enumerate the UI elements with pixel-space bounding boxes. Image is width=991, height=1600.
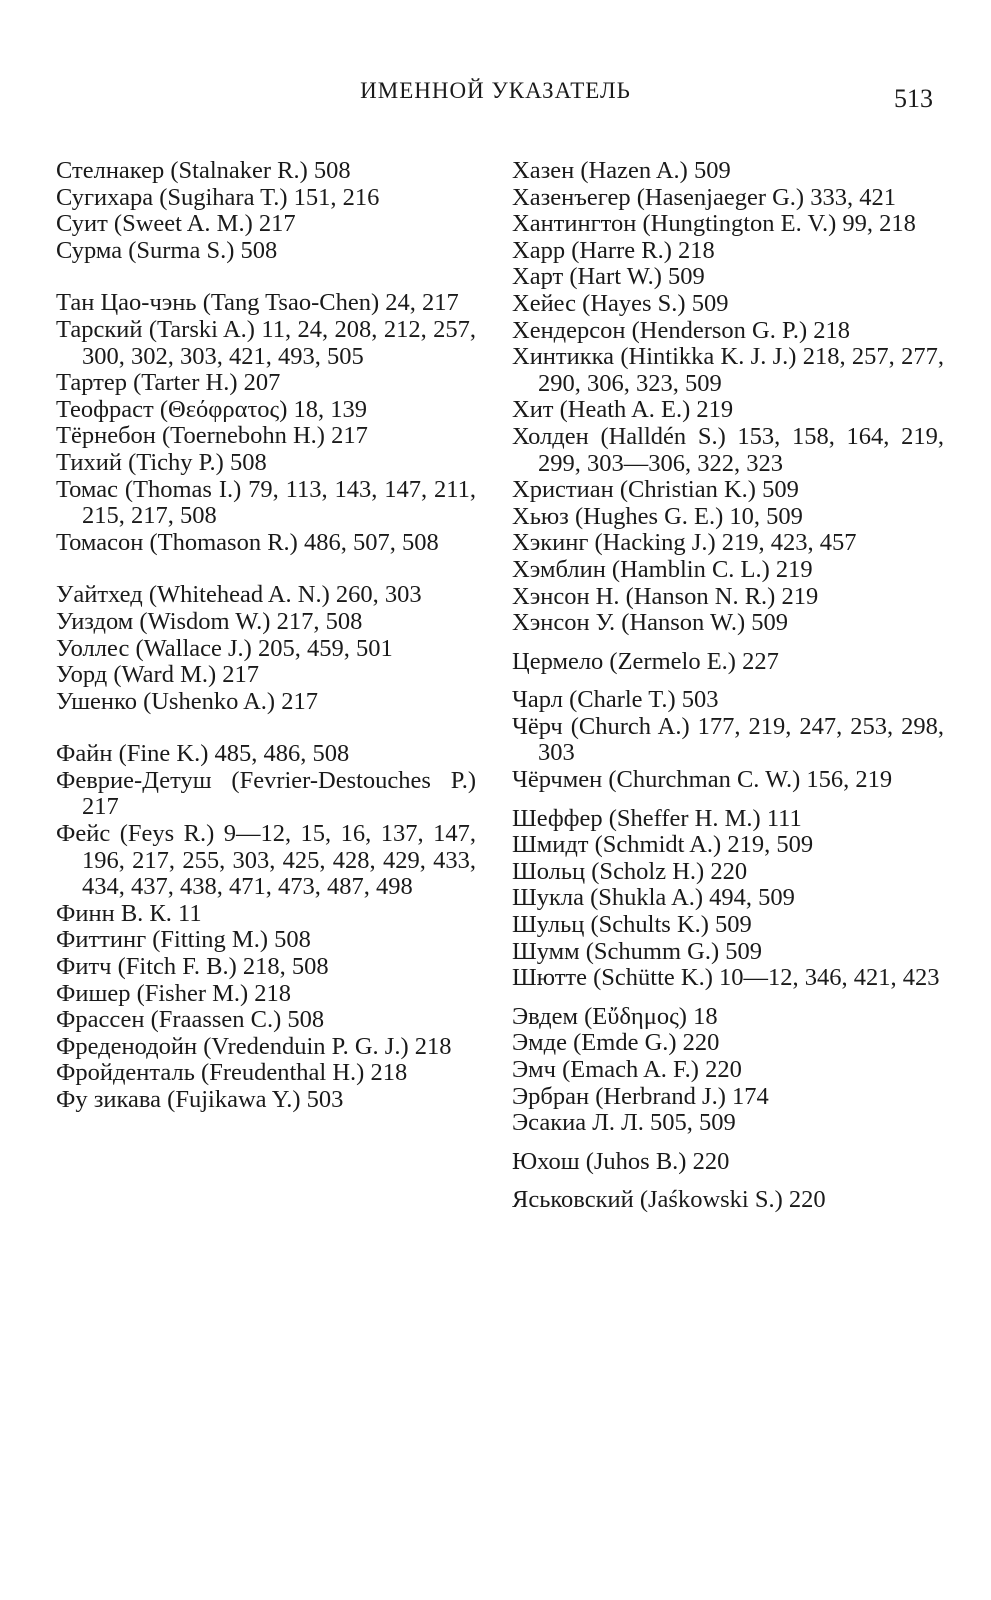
- index-entry: Шумм (Schumm G.) 509: [512, 937, 763, 965]
- index-entry: Чарл (Charle T.) 503: [512, 686, 719, 714]
- index-entry: Эрбран (Herbrand J.) 174: [512, 1082, 769, 1110]
- index-entry: Уоллес (Wallace J.) 205, 459, 501: [56, 634, 393, 662]
- index-entry: Эмде (Emde G.) 220: [512, 1029, 720, 1057]
- index-entry: Харт (Hart W.) 509: [512, 263, 705, 291]
- index-entry: Шольц (Scholz H.) 220: [512, 857, 748, 885]
- index-entry: Шеффер (Sheffer H. M.) 111: [512, 804, 802, 832]
- index-entry: Хинтикка (Hintikka K. J. J.) 218, 257, 277, 290, 306, 323, 509: [512, 343, 944, 397]
- index-entry: Уорд (Ward M.) 217: [56, 661, 260, 689]
- index-letter-group: [56, 741, 476, 1113]
- index-entry: Шульц (Schults K.) 509: [512, 911, 752, 939]
- index-entry: Чёрч (Church A.) 177, 219, 247, 253, 298, 303: [512, 712, 944, 767]
- index-entry: Юхош (Juhos B.) 220: [512, 1147, 730, 1175]
- index-entry: Шукла (Shukla A.) 494, 509: [512, 884, 795, 912]
- index-letter-group: [56, 158, 476, 264]
- index-entry: Фиттинг (Fitting M.) 508: [56, 926, 311, 954]
- index-column-right: [512, 158, 944, 1226]
- index-entry: Яськовский (Jaśkowski S.) 220: [512, 1186, 826, 1214]
- index-column-left: [56, 158, 476, 1140]
- page-number: 513: [894, 84, 933, 113]
- index-entry: Уайтхед (Whitehead A. N.) 260, 303: [56, 581, 422, 609]
- index-entry: Хейес (Hayes S.) 509: [512, 289, 729, 317]
- index-entry: Фу зикава (Fujikawa Y.) 503: [56, 1086, 344, 1113]
- index-letter-group: [56, 582, 476, 715]
- index-entry: Сугихара (Sugihara T.) 151, 216: [56, 183, 380, 211]
- index-entry: Шютте (Schütte K.) 10—12, 346, 421, 423: [512, 964, 940, 992]
- index-entry: Холден (Halldén S.) 153, 158, 164, 219, 299, 303—306, 322, 323: [512, 422, 944, 477]
- index-entry: Финн В. К. 11: [56, 899, 202, 927]
- index-entry: Томасон (Thomason R.) 486, 507, 508: [56, 528, 439, 556]
- index-entry: Суит (Sweet A. M.) 217: [56, 210, 296, 238]
- index-letter-group: [56, 290, 476, 556]
- index-entry: Христиан (Christian K.) 509: [512, 476, 799, 504]
- index-entry: Тан Цао-чэнь (Tang Tsao-Chen) 24, 217: [56, 289, 459, 317]
- index-entry: Чёрчмен (Churchman C. W.) 156, 219: [512, 766, 893, 794]
- index-entry: Эсакиа Л. Л. 505, 509: [512, 1109, 736, 1137]
- index-letter-group: [512, 1149, 944, 1176]
- index-letter-group: [512, 1004, 944, 1137]
- index-letter-group: [512, 806, 944, 992]
- index-letter-group: [512, 1187, 944, 1214]
- index-letter-group: [512, 687, 944, 793]
- index-entry: Фрассен (Fraassen C.) 508: [56, 1006, 325, 1034]
- index-entry: Тихий (Tichy P.) 508: [56, 448, 267, 476]
- running-title: ИМЕННОЙ УКАЗАТЕЛЬ: [360, 78, 631, 103]
- index-entry: Тартер (Tarter H.) 207: [56, 369, 281, 397]
- index-entry: Томас (Thomas I.) 79, 113, 143, 147, 211, 215, 217, 508: [56, 475, 476, 530]
- index-entry: Хэнсон Н. (Hanson N. R.) 219: [512, 582, 819, 610]
- index-entry: Хендерсон (Henderson G. P.) 218: [512, 316, 851, 344]
- index-entry: Тёрнебон (Toernebohn H.) 217: [56, 422, 368, 450]
- index-entry: Фитч (Fitch F. B.) 218, 508: [56, 953, 329, 981]
- index-entry: Фреденодойн (Vredenduin P. G. J.) 218: [56, 1032, 452, 1060]
- index-entry: Фейс (Feys R.) 9—12, 15, 16, 137, 147, 196, 217, 255, 303, 425, 428, 429, 433, 434, 437, 438, 471, 473, 487, 498: [56, 820, 476, 901]
- index-entry: Ушенко (Ushenko A.) 217: [56, 687, 318, 715]
- index-entry: Уиздом (Wisdom W.) 217, 508: [56, 607, 363, 635]
- index-entry: Шмидт (Schmidt A.) 219, 509: [512, 831, 814, 859]
- index-entry: Хазен (Hazen A.) 509: [512, 157, 731, 184]
- index-entry: Тарский (Tarski A.) 11, 24, 208, 212, 257, 300, 302, 303, 421, 493, 505: [56, 315, 476, 370]
- index-entry: Хьюз (Hughes G. E.) 10, 509: [512, 502, 803, 530]
- index-entry: Феврие-Детуш (Fevrier-Destouches P.) 217: [56, 766, 476, 821]
- index-letter-group: [512, 649, 944, 676]
- index-entry: Хэнсон У. (Hanson W.) 509: [512, 609, 789, 637]
- index-entry: Сурма (Surma S.) 508: [56, 236, 278, 264]
- index-entry: Фишер (Fisher M.) 218: [56, 979, 292, 1007]
- index-entry: Хазенъегер (Hasenjaeger G.) 333, 421: [512, 183, 896, 211]
- index-entry: Фройденталь (Freudenthal H.) 218: [56, 1059, 408, 1087]
- index-entry: Файн (Fine K.) 485, 486, 508: [56, 740, 350, 768]
- index-entry: Харр (Harre R.) 218: [512, 236, 715, 264]
- index-entry: Стелнакер (Stalnaker R.) 508: [56, 157, 351, 184]
- index-entry: Эмч (Emach A. F.) 220: [512, 1056, 742, 1083]
- index-letter-group: [512, 158, 944, 637]
- index-entry: Хэмблин (Hamblin C. L.) 219: [512, 555, 813, 583]
- index-entry: Хэкинг (Hacking J.) 219, 423, 457: [512, 529, 857, 557]
- index-entry: Хит (Heath A. E.) 219: [512, 396, 734, 424]
- index-entry: Теофраст (Θεόφρατος) 18, 139: [56, 395, 368, 423]
- index-entry: Хантингтон (Hungtington E. V.) 99, 218: [512, 210, 916, 238]
- index-entry: Эвдем (Εὔδημος) 18: [512, 1002, 718, 1030]
- index-entry: Цермело (Zermelo E.) 227: [512, 647, 779, 675]
